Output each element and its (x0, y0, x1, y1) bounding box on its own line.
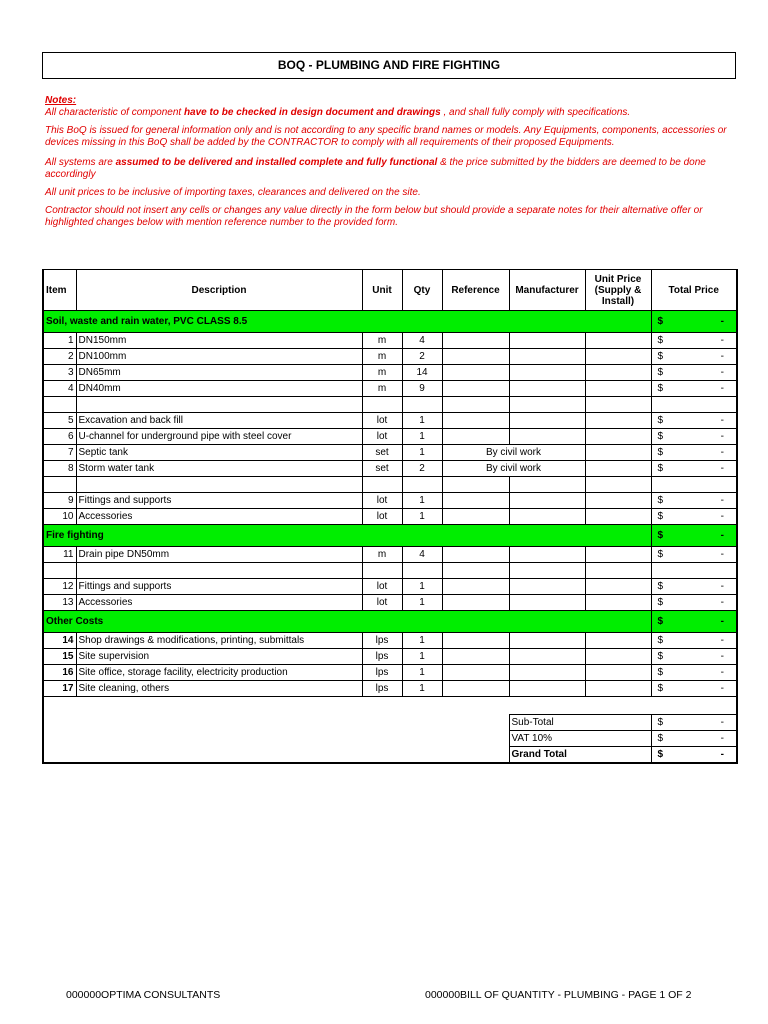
reference-note: By civil work (442, 445, 585, 461)
notes-block (45, 95, 735, 229)
col-header-qty: Qty (402, 270, 442, 311)
footer-company: 000000OPTIMA CONSULTANTS (66, 989, 221, 1001)
table-row: 16 Site office, storage facility, electricity production lps 1 $ - (43, 665, 737, 681)
totals-spacer (43, 697, 737, 715)
col-header-total-price: Total Price (651, 270, 737, 311)
table-row: 9 Fittings and supports lot 1 $ - (43, 493, 737, 509)
subtotal-label: Sub-Total (509, 715, 651, 731)
col-header-unit-price: Unit Price (Supply & Install) (585, 270, 651, 311)
table-row: 1 DN150mm m 4 $ - (43, 333, 737, 349)
vat-label: VAT 10% (509, 731, 651, 747)
table-row: 7 Septic tank set 1 By civil work $ - (43, 445, 737, 461)
col-header-description: Description (76, 270, 362, 311)
subtotal-value: $ - (651, 715, 737, 731)
col-header-manufacturer: Manufacturer (509, 270, 585, 311)
note-2: This BoQ is issued for general information only and is not according to any specific brand names or models. Any Equipments, components, accessories or devices missing in this BoQ shall be added by the CONTRACTOR to comply with all requirements of their proposed Equipments. (45, 125, 727, 148)
spacer-row (43, 563, 737, 579)
table-row: 3 DN65mm m 14 $ - (43, 365, 737, 381)
table-row: 6 U-channel for underground pipe with steel cover lot 1 $ - (43, 429, 737, 445)
section-row (43, 525, 737, 547)
vat-value: $ - (651, 731, 737, 747)
spacer-row (43, 397, 737, 413)
table-row: 17 Site cleaning, others lps 1 $ - (43, 681, 737, 697)
page-title: BOQ - PLUMBING AND FIRE FIGHTING (42, 52, 736, 79)
section-row (43, 311, 737, 333)
col-header-item: Item (43, 270, 76, 311)
table-header-row (43, 270, 737, 311)
table-row: 2 DN100mm m 2 $ - (43, 349, 737, 365)
table-row: 13 Accessories lot 1 $ - (43, 595, 737, 611)
note-3: All systems are assumed to be delivered and installed complete and fully functional & the price submitted by the bidders are deemed to be done accordingly (45, 157, 706, 180)
section-row (43, 611, 737, 633)
grand-total-row (43, 747, 737, 763)
note-1: All characteristic of component have to be checked in design document and drawings , and shall fully comply with specifications. (45, 107, 631, 118)
table-row: 8 Storm water tank set 2 By civil work $ - (43, 461, 737, 477)
section-title: Other Costs (43, 611, 651, 633)
col-header-reference: Reference (442, 270, 509, 311)
col-header-unit: Unit (362, 270, 402, 311)
footer-page-info: 000000BILL OF QUANTITY - PLUMBING - PAGE 1 OF 2 (425, 989, 692, 1001)
spacer-row (43, 477, 737, 493)
table-row: 12 Fittings and supports lot 1 $ - (43, 579, 737, 595)
subtotal-row (43, 715, 737, 731)
table-row: 4 DN40mm m 9 $ - (43, 381, 737, 397)
table-row: 15 Site supervision lps 1 $ - (43, 649, 737, 665)
section-total: $ - (651, 311, 737, 333)
note-5: Contractor should not insert any cells or changes any value directly in the form below but should provide a separate notes for their alternative offer or highlighted changes below with mention reference number to the provided form. (45, 205, 703, 228)
section-total: $ - (651, 611, 737, 633)
table-row: 14 Shop drawings & modifications, printing, submittals lps 1 $ - (43, 633, 737, 649)
table-row: 11 Drain pipe DN50mm m 4 $ - (43, 547, 737, 563)
vat-row (43, 731, 737, 747)
reference-note: By civil work (442, 461, 585, 477)
table-row: 5 Excavation and back fill lot 1 $ - (43, 413, 737, 429)
section-title: Fire fighting (43, 525, 651, 547)
section-total: $ - (651, 525, 737, 547)
section-title: Soil, waste and rain water, PVC CLASS 8.5 (43, 311, 651, 333)
boq-table (42, 269, 738, 764)
table-row: 10 Accessories lot 1 $ - (43, 509, 737, 525)
note-4: All unit prices to be inclusive of importing taxes, clearances and delivered on the site. (45, 187, 421, 198)
grand-total-label: Grand Total (509, 747, 651, 763)
grand-total-value: $ - (651, 747, 737, 763)
notes-heading: Notes: (45, 95, 77, 106)
